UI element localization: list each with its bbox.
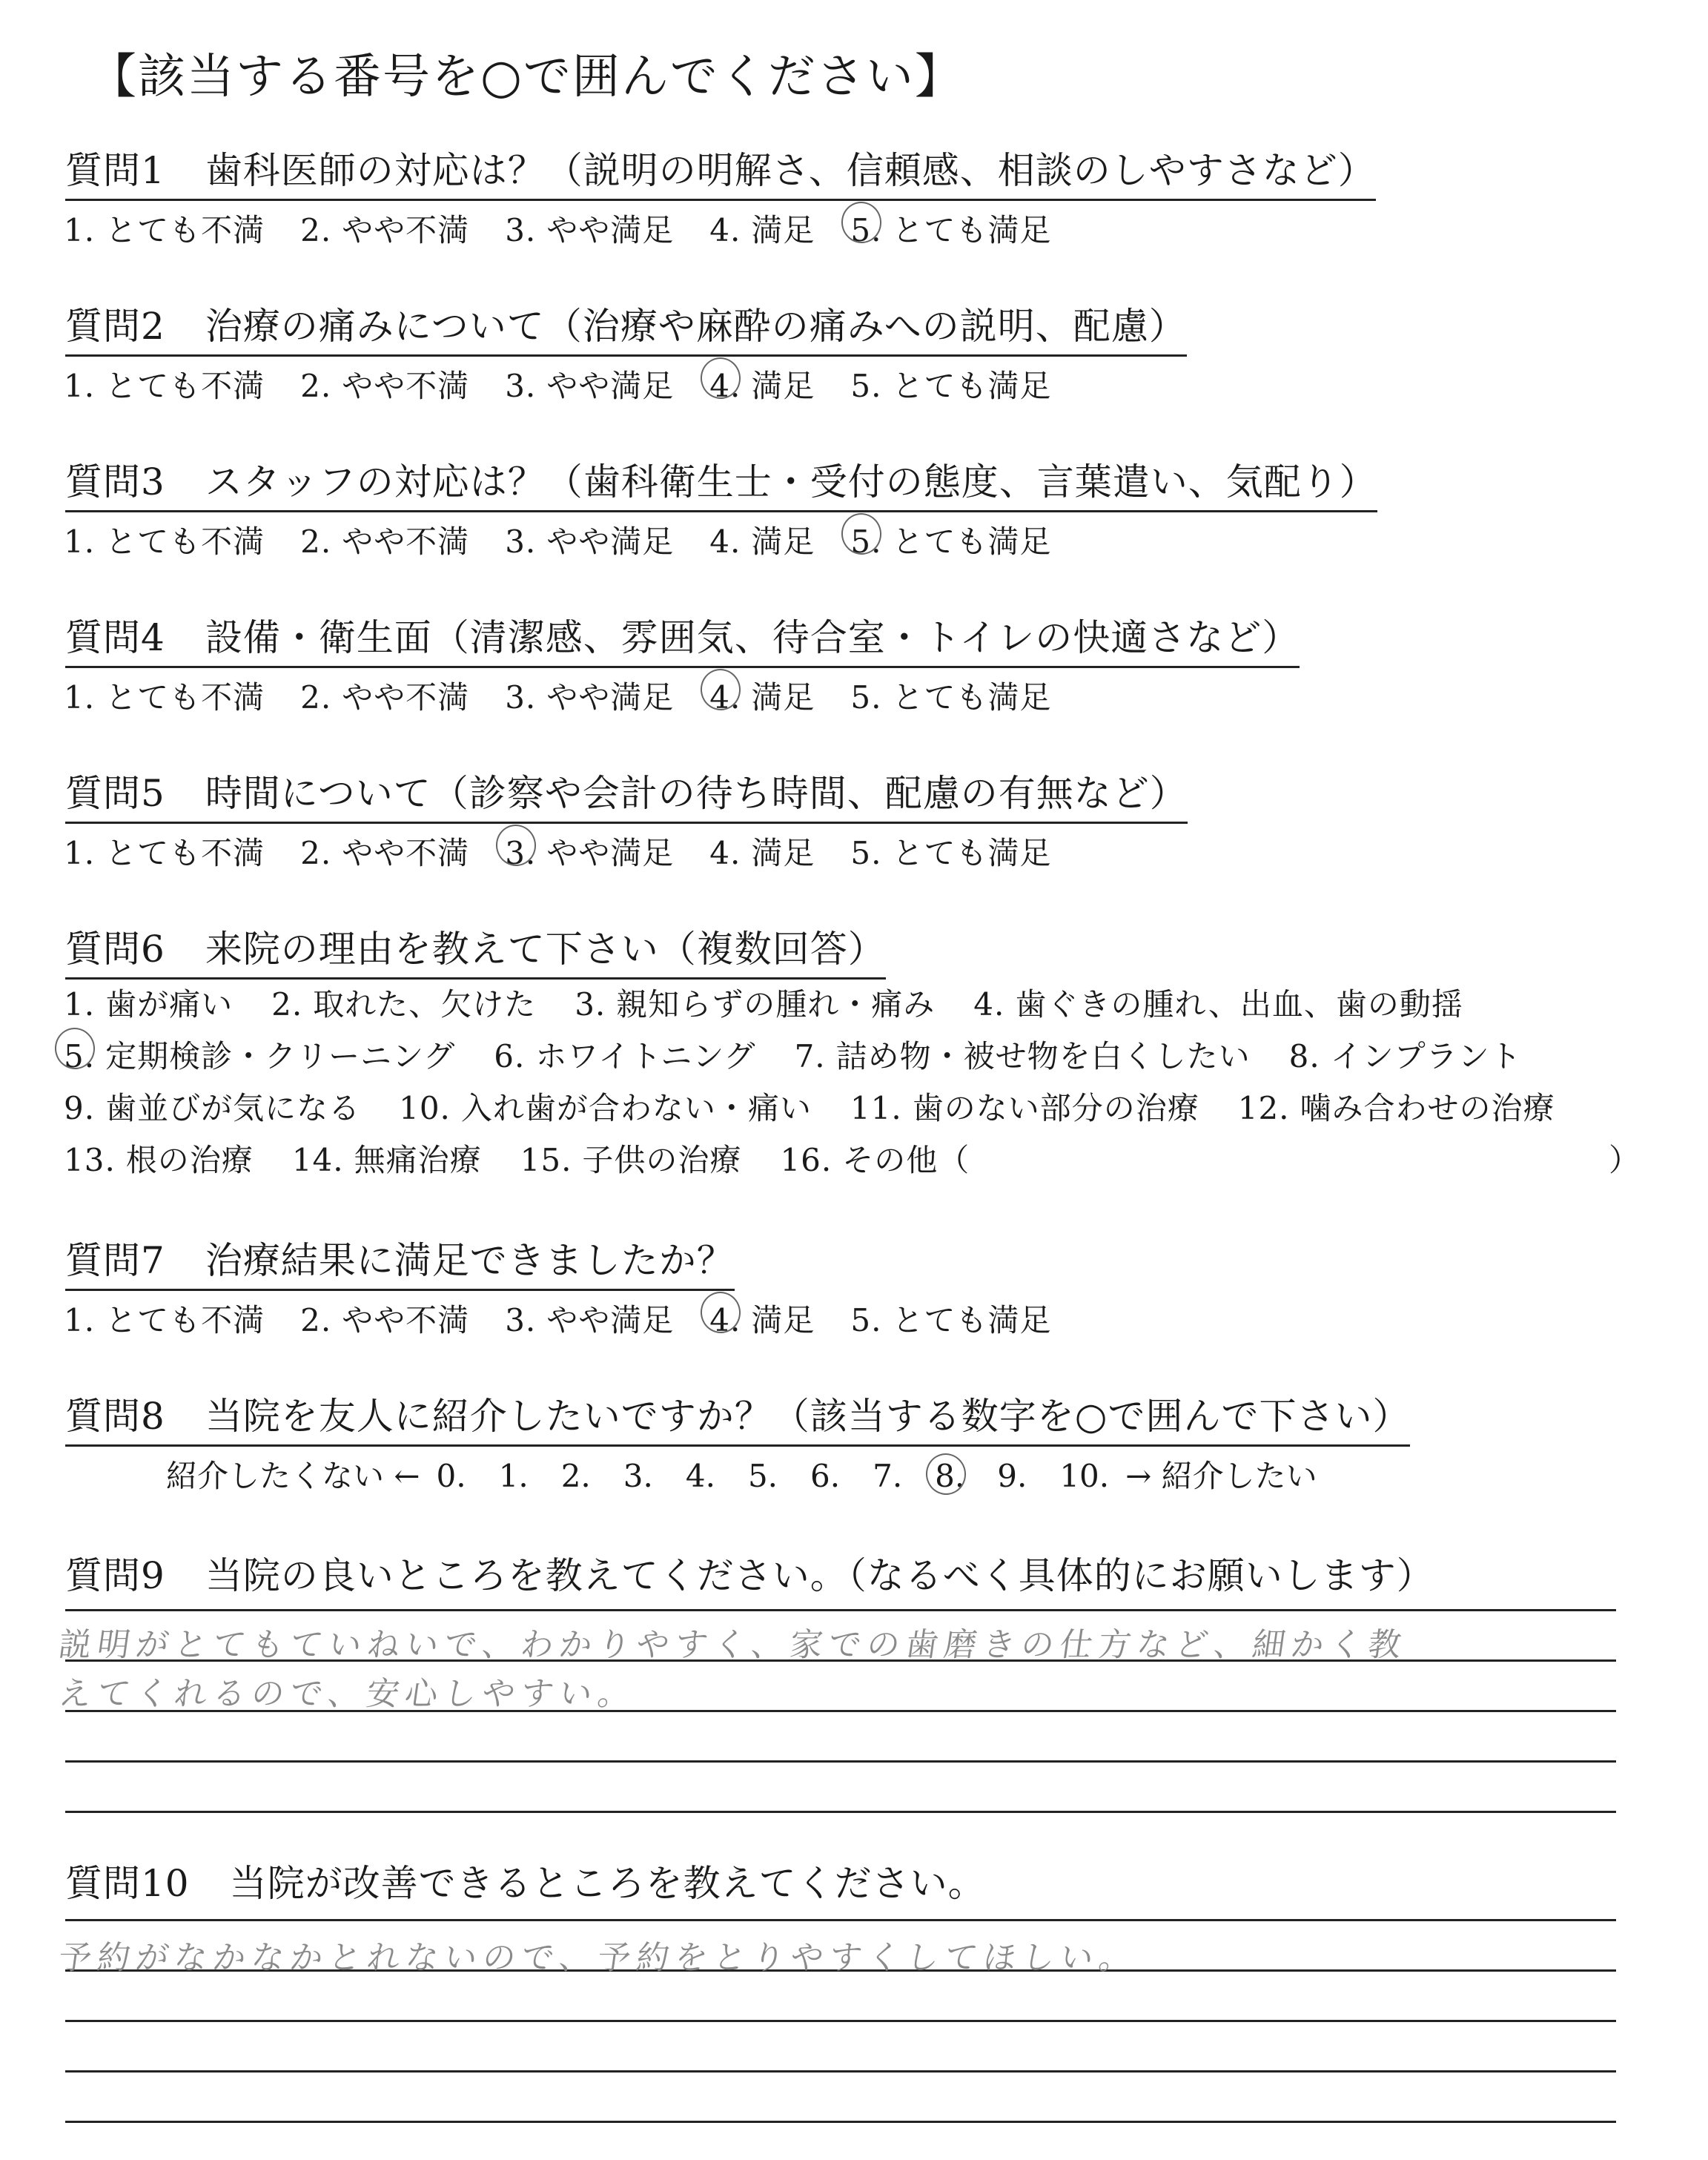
option-label: 満足: [751, 368, 815, 404]
question-number: 質問6: [65, 928, 165, 971]
option-label: 満足: [751, 679, 815, 716]
option-number: 2.: [300, 524, 332, 560]
question-text: 設備・衛生面（清潔感、雰囲気、待合室・トイレの快適さなど）: [205, 616, 1300, 659]
option-number: 5.: [850, 368, 882, 404]
option-label: 歯が痛い: [105, 986, 234, 1023]
option-number: 1.: [64, 986, 96, 1023]
answer-option[interactable]: [709, 518, 815, 562]
option-number: 11.: [850, 1090, 902, 1126]
question-text: 当院を友人に紹介したいですか？（該当する数字を○で囲んで下さい）: [205, 1395, 1411, 1438]
question-number: 質問9: [65, 1554, 165, 1597]
question-text: 歯科医師の対応は？（説明の明解さ、信頼感、相談のしやすさなど）: [205, 149, 1376, 192]
scale-number: 3.: [623, 1458, 653, 1494]
option-label: 歯ぐきの腫れ、出血、歯の動揺: [1015, 986, 1463, 1023]
answer-option[interactable]: [300, 362, 469, 406]
answer-option[interactable]: [795, 1032, 1251, 1077]
option-label: インプラント: [1330, 1038, 1522, 1074]
handwritten-answer[interactable]: 予約がなかなかとれないので、予約をとりやすくしてほしい。: [56, 1939, 1141, 1977]
answer-options: [64, 362, 1087, 406]
answer-option[interactable]: [505, 362, 674, 406]
option-label: 噛み合わせの治療: [1300, 1090, 1555, 1126]
option-label: やや満足: [546, 368, 675, 404]
answer-option[interactable]: [64, 206, 265, 251]
option-label: 根の治療: [125, 1142, 254, 1178]
option-label: とても満足: [892, 679, 1052, 716]
option-number: 4.: [709, 679, 741, 716]
answer-option[interactable]: [300, 829, 469, 873]
option-label: 歯並びが気になる: [105, 1090, 361, 1126]
handwritten-answer[interactable]: 説明がとてもていねいで、わかりやすく、家での歯磨きの仕方など、細かく教: [56, 1626, 1410, 1664]
reason-row: [64, 1032, 1560, 1077]
option-number: 1.: [64, 1302, 96, 1338]
scale-number: 7.: [873, 1458, 903, 1494]
option-number: 4.: [709, 524, 741, 560]
option-number: 3.: [505, 524, 537, 560]
answer-option[interactable]: [850, 1084, 1199, 1129]
option-number: 5.: [850, 835, 882, 871]
option-label: やや不満: [342, 212, 470, 248]
scale-option[interactable]: [748, 1458, 778, 1494]
option-label: やや満足: [546, 679, 675, 716]
answer-option[interactable]: [709, 1296, 815, 1341]
option-number: 7.: [794, 1038, 826, 1074]
answer-option[interactable]: [300, 518, 469, 562]
option-label: 取れた、欠けた: [313, 986, 537, 1023]
question-number: 質問8: [65, 1395, 165, 1438]
option-number: 15.: [520, 1142, 572, 1178]
option-label: とても不満: [105, 1302, 265, 1338]
option-number: 14.: [291, 1142, 344, 1178]
option-label: とても不満: [105, 679, 265, 716]
question-number: 質問4: [65, 616, 165, 659]
option-label: 満足: [751, 1302, 815, 1338]
option-label: その他（: [842, 1142, 970, 1178]
option-number: 2.: [300, 368, 332, 404]
option-number: 4.: [973, 986, 1005, 1023]
answer-option[interactable]: [1238, 1084, 1555, 1129]
answer-option[interactable]: [850, 829, 1051, 873]
option-number: 1.: [64, 368, 96, 404]
question-number: 質問3: [65, 460, 165, 503]
answer-option[interactable]: [850, 362, 1051, 406]
answer-option[interactable]: [399, 1084, 812, 1129]
question-heading: [65, 1387, 1410, 1447]
option-label: 子供の治療: [582, 1142, 742, 1178]
option-label: とても不満: [105, 835, 265, 871]
option-label: 親知らずの腫れ・痛み: [616, 986, 936, 1023]
option-label: 詰め物・被せ物を白くしたい: [835, 1038, 1251, 1074]
answer-option[interactable]: [300, 673, 469, 718]
answer-option[interactable]: [292, 1136, 482, 1180]
option-label: やや満足: [546, 835, 675, 871]
reason-row: [64, 980, 1502, 1025]
answer-options: [64, 829, 1087, 873]
question-text: 来院の理由を教えて下さい（複数回答）: [205, 928, 886, 971]
option-label: 満足: [751, 212, 815, 248]
option-label: 定期検診・クリーニング: [105, 1038, 456, 1074]
option-number: 5.: [850, 212, 882, 248]
scale-option[interactable]: [561, 1458, 591, 1494]
option-number: 4.: [709, 835, 741, 871]
scale-number: 1.: [498, 1458, 529, 1494]
option-number: 3.: [505, 679, 537, 716]
option-label: 無痛治療: [354, 1142, 482, 1178]
scale-right-label: → 紹介したい: [1125, 1458, 1317, 1494]
question-heading: [65, 1546, 1434, 1604]
question-number: 質問10: [65, 1862, 190, 1905]
answer-option[interactable]: [64, 1136, 254, 1180]
option-label: とても不満: [105, 212, 265, 248]
answer-option[interactable]: [300, 206, 469, 251]
question-text: 当院の良いところを教えてください。（なるべく具体的にお願いします）: [205, 1554, 1434, 1597]
answer-line: [65, 2070, 1616, 2073]
scale-number: 0.: [436, 1458, 466, 1494]
scale-option[interactable]: [499, 1458, 529, 1494]
other-close-paren: ）: [1609, 1142, 1641, 1178]
option-number: 1.: [64, 212, 96, 248]
option-number: 12.: [1237, 1090, 1290, 1126]
option-label: とても満足: [892, 524, 1052, 560]
option-label: やや不満: [342, 835, 470, 871]
question-text: 当院が改善できるところを教えてください。: [229, 1862, 986, 1905]
option-number: 1.: [64, 679, 96, 716]
scale-option[interactable]: [437, 1458, 466, 1494]
answer-option[interactable]: [520, 1136, 742, 1180]
option-number: 2.: [300, 212, 332, 248]
option-number: 2.: [300, 679, 332, 716]
scale-number: 6.: [810, 1458, 841, 1494]
answer-options: [64, 518, 1087, 562]
option-number: 1.: [64, 524, 96, 560]
question-number: 質問7: [65, 1239, 165, 1282]
scale-number: 2.: [560, 1458, 591, 1494]
question-number: 質問1: [65, 149, 165, 192]
option-label: とても不満: [105, 524, 265, 560]
question-heading: [65, 919, 886, 980]
answer-option[interactable]: [64, 1032, 455, 1077]
scale-option[interactable]: [810, 1458, 840, 1494]
answer-option[interactable]: [1289, 1032, 1522, 1077]
question-text: スタッフの対応は？（歯科衛生士・受付の態度、言葉遣い、気配り）: [205, 460, 1377, 503]
option-number: 4.: [709, 212, 741, 248]
handwritten-answer[interactable]: えてくれるので、安心しやすい。: [56, 1675, 640, 1713]
option-number: 4.: [709, 368, 741, 404]
answer-option[interactable]: [271, 980, 536, 1025]
option-number: 9.: [64, 1090, 96, 1126]
answer-option[interactable]: [850, 1296, 1051, 1341]
option-label: とても満足: [892, 835, 1052, 871]
question-text: 治療結果に満足できましたか？: [205, 1239, 735, 1282]
option-number: 13.: [64, 1142, 116, 1178]
option-label: ホワイトニング: [535, 1038, 756, 1074]
option-number: 3.: [575, 986, 606, 1023]
scale-number: 10.: [1059, 1458, 1110, 1494]
question-heading: [65, 764, 1188, 824]
answer-option[interactable]: [64, 1296, 265, 1341]
answer-option[interactable]: [64, 1084, 360, 1129]
question-text: 時間について（診察や会計の待ち時間、配慮の有無など）: [205, 772, 1188, 815]
option-number: 5.: [850, 524, 882, 560]
option-label: やや満足: [546, 212, 675, 248]
reason-row: [64, 1084, 1594, 1129]
answer-option[interactable]: [505, 829, 674, 873]
option-label: やや満足: [546, 1302, 675, 1338]
option-number: 6.: [494, 1038, 526, 1074]
question-number: 質問5: [65, 772, 165, 815]
page-title: 【該当する番号を○で囲んでください】: [89, 50, 964, 105]
question-heading: [65, 1231, 735, 1291]
question-heading: [65, 452, 1377, 512]
answer-option[interactable]: [709, 206, 815, 251]
option-number: 2.: [300, 1302, 332, 1338]
answer-option[interactable]: [64, 980, 233, 1025]
answer-option[interactable]: [64, 362, 265, 406]
scale-number: 9.: [997, 1458, 1027, 1494]
option-label: やや不満: [342, 524, 470, 560]
option-number: 4.: [709, 1302, 741, 1338]
question-number: 質問2: [65, 305, 165, 348]
option-number: 10.: [399, 1090, 451, 1126]
answer-line: [65, 1760, 1616, 1763]
answer-option[interactable]: [64, 829, 265, 873]
option-label: とても満足: [892, 212, 1052, 248]
question-heading: [65, 1854, 986, 1912]
option-number: 16.: [780, 1142, 833, 1178]
option-label: 入れ歯が合わない・痛い: [460, 1090, 812, 1126]
option-number: 2.: [300, 835, 332, 871]
answer-option[interactable]: [850, 673, 1051, 718]
scale-number: 4.: [685, 1458, 715, 1494]
answer-option[interactable]: [505, 206, 674, 251]
answer-option[interactable]: [575, 980, 935, 1025]
scale-option[interactable]: [1059, 1458, 1109, 1494]
option-number: 5.: [850, 679, 882, 716]
scale-option[interactable]: [997, 1458, 1027, 1494]
option-label: 満足: [751, 835, 815, 871]
option-number: 1.: [64, 835, 96, 871]
option-number: 2.: [271, 986, 303, 1023]
option-number: 5.: [850, 1302, 882, 1338]
option-label: やや不満: [342, 1302, 470, 1338]
answer-option[interactable]: [505, 673, 674, 718]
question-text: 治療の痛みについて（治療や麻酔の痛みへの説明、配慮）: [205, 305, 1187, 348]
scale-left-label: 紹介したくない ←: [166, 1458, 420, 1494]
answer-option[interactable]: [300, 1296, 469, 1341]
scale-option[interactable]: [873, 1458, 902, 1494]
reason-row: [64, 1136, 1008, 1180]
option-label: やや不満: [342, 368, 470, 404]
question-heading: [65, 141, 1376, 201]
option-label: 満足: [751, 524, 815, 560]
answer-option[interactable]: [780, 1136, 970, 1180]
scale-option[interactable]: [935, 1458, 964, 1494]
recommend-scale: [166, 1452, 1317, 1496]
question-heading: [65, 297, 1187, 357]
answer-option[interactable]: [505, 1296, 674, 1341]
answer-line: [65, 1811, 1616, 1813]
answer-option[interactable]: [709, 829, 815, 873]
answer-options: [64, 1296, 1087, 1341]
option-number: 3.: [505, 368, 537, 404]
answer-options: [64, 673, 1087, 718]
answer-line: [65, 2121, 1616, 2123]
answer-option[interactable]: [973, 980, 1463, 1025]
option-label: とても満足: [892, 1302, 1052, 1338]
scale-option[interactable]: [686, 1458, 715, 1494]
option-number: 3.: [505, 212, 537, 248]
scale-option[interactable]: [623, 1458, 653, 1494]
option-label: やや不満: [342, 679, 470, 716]
answer-line: [65, 1609, 1616, 1611]
option-label: とても不満: [105, 368, 265, 404]
answer-options: [64, 206, 1087, 251]
option-label: とても満足: [892, 368, 1052, 404]
answer-option[interactable]: [64, 518, 265, 562]
option-number: 5.: [64, 1038, 96, 1074]
answer-option[interactable]: [850, 206, 1051, 251]
question-heading: [65, 608, 1300, 668]
option-label: やや満足: [546, 524, 675, 560]
option-number: 3.: [505, 1302, 537, 1338]
answer-line: [65, 1919, 1616, 1921]
answer-option[interactable]: [709, 673, 815, 718]
answer-option[interactable]: [709, 362, 815, 406]
option-number: 3.: [505, 835, 537, 871]
answer-line: [65, 2020, 1616, 2022]
answer-option[interactable]: [494, 1032, 755, 1077]
answer-option[interactable]: [850, 518, 1051, 562]
scale-number: 5.: [747, 1458, 778, 1494]
answer-option[interactable]: [505, 518, 674, 562]
answer-option[interactable]: [64, 673, 265, 718]
option-number: 8.: [1288, 1038, 1320, 1074]
option-label: 歯のない部分の治療: [912, 1090, 1199, 1126]
scale-number: 8.: [935, 1458, 965, 1494]
